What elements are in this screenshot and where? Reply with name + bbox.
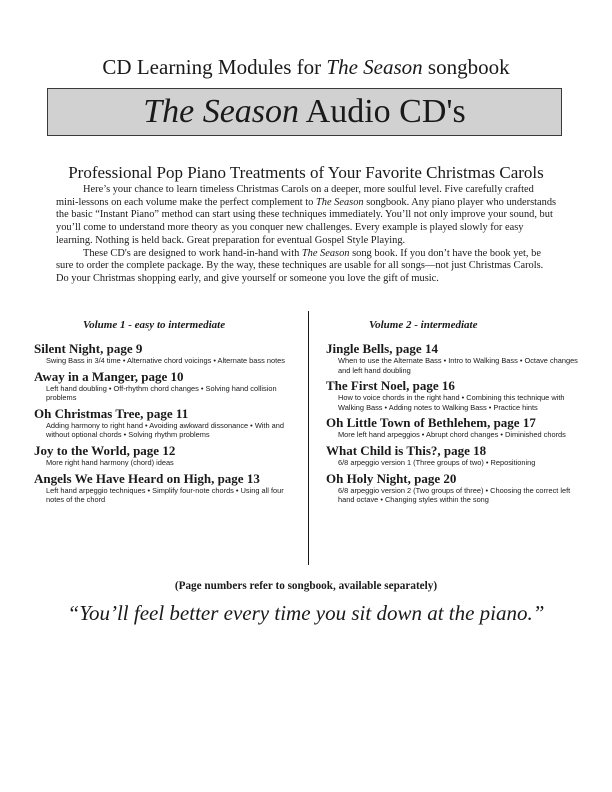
song-title: Jingle Bells, page 14 <box>326 341 438 356</box>
title-rest: Audio CD's <box>299 93 466 130</box>
song-item <box>34 471 299 505</box>
title-banner <box>47 88 562 136</box>
volume-1-column <box>34 318 299 508</box>
song-title: Oh Holy Night, page 20 <box>326 470 457 486</box>
song-description: Swing Bass in 3/4 time • Alternative chord voicings • Alternate bass notes <box>46 356 285 365</box>
volume-1-heading: Volume 1 - easy to intermediate <box>83 319 226 331</box>
p2-text-b: song book. If you don’t have the book yet, be sure to order the complete package. By the way, these techniques are usable for all songs—not just Christmas Carols. Do your Christmas shopping early, and give yourself or someone you love the gift of music. <box>56 247 544 284</box>
volume-2-column <box>326 318 588 508</box>
page-number-note: (Page numbers refer to songbook, available separately) <box>174 580 438 592</box>
title-book-name: The Season <box>143 93 300 130</box>
song-item <box>34 369 299 403</box>
song-description: More left hand arpeggios • Abrupt chord changes • Diminished chords <box>338 430 566 440</box>
song-title: Away in a Manger, page 10 <box>34 368 184 384</box>
song-title: The First Noel, page 16 <box>326 378 455 394</box>
song-title: Oh Christmas Tree, page 11 <box>34 405 189 421</box>
song-item <box>326 415 588 440</box>
song-title: Angels We Have Heard on High, page 13 <box>34 470 260 486</box>
subtitle: Professional Pop Piano Treatments of Your Favorite Christmas Carols <box>68 163 544 182</box>
song-item <box>326 378 588 412</box>
song-description: How to voice chords in the right hand • Combining this technique with Walking Bass • Adding notes to Walking Bass • Practice hints <box>338 393 565 412</box>
song-description: Left hand arpeggio techniques • Simplify four-note chords • Using all four notes of the chord <box>46 485 284 505</box>
closing-quote: “You’ll feel better every time you sit down at the piano.” <box>67 601 545 625</box>
p1-text-a: Here’s your chance to learn timeless Christmas Carols on a deeper, more soulful level. Five carefully crafted mini-lessons on each volume make the perfect complement to <box>56 184 534 208</box>
song-item <box>326 341 588 375</box>
song-description: Adding harmony to right hand • Avoiding awkward dissonance • With and without optional chords • Solving rhythm problems <box>46 420 284 440</box>
song-description: When to use the Alternate Bass • Intro to Walking Bass • Octave changes and left hand doubling <box>338 356 578 375</box>
song-item <box>326 471 588 505</box>
song-item <box>326 443 588 468</box>
volume-2-heading: Volume 2 - intermediate <box>369 319 478 331</box>
intro-text <box>56 184 558 286</box>
song-title: Oh Little Town of Bethlehem, page 17 <box>326 415 536 431</box>
song-item <box>34 406 299 440</box>
column-divider <box>308 311 309 565</box>
song-title: Silent Night, page 9 <box>34 341 143 356</box>
heading-book-title: The Season <box>326 55 423 79</box>
p2-text-a: These CD's are designed to work hand-in-hand with <box>83 247 302 259</box>
song-description: More right hand harmony (chord) ideas <box>46 457 174 467</box>
intro-paragraph-2 <box>56 248 558 286</box>
song-description: 6/8 arpeggio version 1 (Three groups of two) • Repositioning <box>338 457 536 467</box>
p1-text-b: songbook. Any piano player who understands the basic “Instant Piano” method can start using these techniques immediately. You’ll not only improve your sound, but you’ll come to understand more theory as you conquer new challenges. Every example is played slowly for easy learning. Nothing is held back. Great preparation for eventual Gospel Style Playing. <box>56 196 557 246</box>
intro-paragraph-1 <box>56 184 558 248</box>
p2-book-title: The Season <box>301 247 350 259</box>
song-title: What Child is This?, page 18 <box>326 442 487 458</box>
heading-post: songbook <box>422 55 510 79</box>
heading-pre: CD Learning Modules for <box>102 55 327 79</box>
p1-book-title: The Season <box>315 196 364 208</box>
song-description: 6/8 arpeggio version 2 (Two groups of three) • Choosing the correct left hand octave • Changing styles within the song <box>338 485 571 505</box>
song-item <box>34 443 299 468</box>
song-title: Joy to the World, page 12 <box>34 442 176 458</box>
song-item <box>34 341 299 366</box>
song-description: Left hand doubling • Off-rhythm chord changes • Solving hand collision problems <box>46 383 277 403</box>
page-heading <box>0 54 612 80</box>
